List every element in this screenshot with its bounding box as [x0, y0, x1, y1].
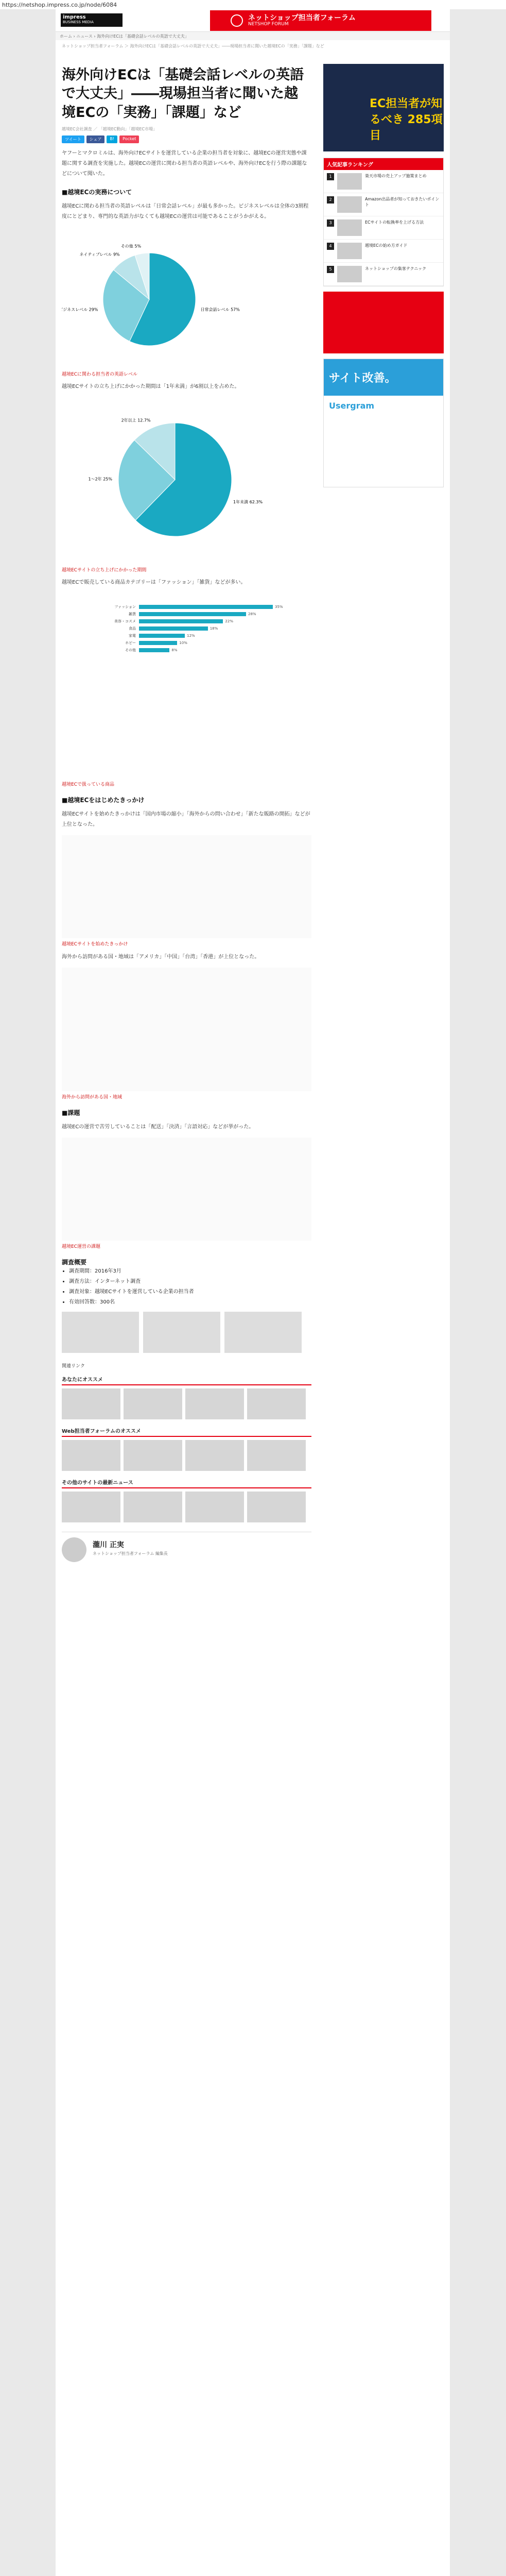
chart-caption: 越境ECサイトを始めたきっかけ: [62, 942, 128, 947]
bar-label: 雑貨: [129, 612, 136, 617]
recommend-thumb: [185, 1388, 244, 1419]
recommend-item[interactable]: [62, 1492, 120, 1523]
ad2-title: サイト改善。: [324, 359, 443, 396]
recommend-item[interactable]: [124, 1492, 182, 1523]
rank-label: ネットショップの集客テクニック: [365, 266, 427, 271]
article-main: [62, 61, 311, 1594]
nav-bar[interactable]: ホーム › ニュース › 海外向けECは「基礎会話レベルの英語で大丈夫」: [56, 32, 450, 40]
tweet-button[interactable]: ツイート: [62, 135, 84, 143]
list-item: • 調査対象：越境ECサイトを運営している企業の担当者: [69, 1287, 311, 1297]
recommend-block: [62, 1375, 311, 1420]
breadcrumb[interactable]: ネットショップ担当者フォーラム ＞ 海外向けECは「基礎会話レベルの英語で大丈夫」――現場担当者に聞いた越境ECの「実務」「課題」など: [62, 44, 324, 48]
author-name[interactable]: 瀧川 正実: [93, 1541, 124, 1550]
related-thumb: [224, 1312, 302, 1353]
recommend-item[interactable]: [247, 1492, 306, 1523]
recommend-thumb: [185, 1440, 244, 1471]
recommend-title: あなたにオススメ: [62, 1375, 311, 1385]
chart-figure: [62, 1138, 311, 1241]
recommend-thumb: [247, 1440, 306, 1471]
page: [56, 9, 450, 2576]
web-recommend-grid: [62, 1440, 311, 1472]
bar-value: 35%: [275, 605, 283, 609]
list-item: • 調査期間：2016年3月: [69, 1266, 311, 1277]
sidebar-ad-usergram[interactable]: [323, 359, 444, 487]
recommend-thumb: [62, 1440, 120, 1471]
ad2-brand: Usergram: [329, 401, 375, 411]
banner-sub: NETSHOP FORUM: [248, 22, 289, 27]
recommend-item[interactable]: [124, 1388, 182, 1420]
site-header: [56, 9, 450, 32]
share-buttons: [62, 135, 311, 143]
recommend-thumb: [247, 1388, 306, 1419]
ranking-item[interactable]: [324, 193, 443, 216]
recommend-thumb: [247, 1492, 306, 1522]
facebook-share-button[interactable]: シェア: [86, 135, 105, 143]
bar: [139, 641, 177, 645]
bar-row: [62, 611, 311, 618]
bar-chart-3: [62, 593, 311, 778]
bar-label: ホビー: [125, 641, 136, 646]
list-item: • 有効回答数：300名: [69, 1297, 311, 1308]
related-articles: [62, 1312, 311, 1355]
chart-caption: 越境ECに関わる担当者の英語レベル: [62, 372, 137, 378]
recommend-item[interactable]: [185, 1388, 244, 1420]
bar-value: 28%: [248, 612, 256, 617]
ad-title: EC担当者が知るべき 285項目: [370, 97, 443, 142]
bar-label: 美容・コスメ: [114, 619, 136, 624]
related-thumb: [143, 1312, 220, 1353]
bar-row: [62, 647, 311, 654]
bar: [139, 619, 223, 623]
slice-label: 2年以上 12.7%: [121, 418, 151, 423]
logo-title: impress: [63, 14, 86, 20]
recommend-grid: [62, 1388, 311, 1420]
chart-figure: [62, 227, 311, 377]
sidebar: [323, 59, 444, 487]
bar: [139, 626, 208, 631]
rank-label: 越境ECの始め方ガイド: [365, 243, 408, 248]
sidebar-ad-book[interactable]: [323, 64, 444, 151]
slice-label: 1〜2年 25%: [88, 477, 113, 482]
bar: [139, 634, 185, 638]
web-recommend-block: [62, 1427, 311, 1472]
rank-number: 2: [327, 196, 334, 204]
recommend-thumb: [185, 1492, 244, 1522]
recommend-item[interactable]: [247, 1388, 306, 1420]
other-news-grid: [62, 1492, 311, 1523]
paragraph: 越境ECサイトの立ち上げにかかった期間は「1年未満」が6割以上を占めた。: [62, 384, 240, 390]
ranking-title: 人気記事ランキング: [324, 158, 443, 170]
ranking-item[interactable]: [324, 263, 443, 286]
bar-value: 12%: [187, 634, 195, 638]
bar-label: 家電: [129, 634, 136, 638]
bar-row: [62, 632, 311, 639]
bar: [139, 605, 273, 609]
recommend-thumb: [124, 1388, 182, 1419]
slice-label: 1年未満 62.3%: [233, 500, 263, 505]
chart-figure: [62, 397, 311, 572]
pie-chart-1: [62, 227, 311, 366]
rank-thumb: [337, 173, 362, 190]
recommend-item[interactable]: [185, 1440, 244, 1472]
section-title: ■越境ECの実務について: [62, 189, 132, 196]
tags-title: 関連リンク: [62, 1364, 85, 1369]
rank-number: 1: [327, 173, 334, 180]
bar-label: その他: [125, 648, 136, 653]
web-recommend-title: Web担当者フォーラムのオススメ: [62, 1427, 311, 1437]
avatar: [62, 1537, 86, 1562]
list-item: • 調査方法：インターネット調査: [69, 1277, 311, 1287]
recommend-thumb: [62, 1492, 120, 1522]
related-item[interactable]: [143, 1312, 220, 1355]
site-logo[interactable]: [61, 13, 123, 27]
rank-thumb: [337, 266, 362, 282]
recommend-thumb: [124, 1440, 182, 1471]
recommend-item[interactable]: [124, 1440, 182, 1472]
bar-value: 22%: [225, 619, 233, 624]
sidebar-ad-red[interactable]: [323, 292, 444, 353]
rank-thumb: [337, 243, 362, 259]
survey-list: [62, 1266, 311, 1308]
bar: [139, 648, 169, 652]
other-news-block: [62, 1478, 311, 1523]
ranking-card: [323, 158, 444, 286]
lead-paragraph: ヤフーとマクロミルは、海外向けECサイトを運営している企業の担当者を対象に、越境ECの運営実態や課題に関する調査を実施した。越境ECの運営に関わる担当者の英語レベルや、海外向けECを行う際の課題などについて聞いた。: [62, 150, 307, 177]
cart-icon: [231, 14, 243, 27]
bar-row: [62, 618, 311, 625]
bar-label: ファッション: [114, 605, 136, 609]
section-title: ■越境ECをはじめたきっかけ: [62, 796, 145, 804]
ranking-item[interactable]: [324, 240, 443, 263]
tags-box: [62, 1362, 311, 1369]
pocket-button[interactable]: Pocket: [119, 135, 139, 143]
header-banner[interactable]: [210, 10, 431, 31]
related-item[interactable]: [224, 1312, 302, 1355]
slice-label: ビジネスレベル 29%: [62, 307, 98, 312]
recommend-thumb: [124, 1492, 182, 1522]
author-box: [62, 1532, 311, 1594]
banner-title: ネットショップ担当者フォーラム: [248, 14, 356, 22]
hatena-button[interactable]: B!: [107, 135, 117, 143]
rank-label: 楽天市場の売上アップ施策まとめ: [365, 174, 427, 178]
article-meta: 越境EC会社調査 ／ 「越境EC動向」「越境EC市場」: [62, 127, 158, 132]
bar-row: [62, 625, 311, 632]
chart-caption: 越境ECで扱っている商品: [62, 782, 114, 788]
rank-number: 3: [327, 219, 334, 227]
pie-chart-2: [62, 397, 311, 562]
rank-number: 5: [327, 266, 334, 273]
section-title: ■課題: [62, 1109, 80, 1117]
bar-row: [62, 603, 311, 611]
related-item[interactable]: [62, 1312, 139, 1355]
rank-number: 4: [327, 243, 334, 250]
chart-figure: [62, 835, 311, 938]
author-role: ネットショップ担当者フォーラム 編集長: [93, 1551, 168, 1556]
related-thumb: [62, 1312, 139, 1353]
recommend-item[interactable]: [185, 1492, 244, 1523]
paragraph: 越境ECサイトを始めたきっかけは「国内市場の縮小」「海外からの問い合わせ」「新たな販路の開拓」などが上位となった。: [62, 811, 310, 828]
bar: [139, 612, 246, 616]
recommend-thumb: [62, 1388, 120, 1419]
rank-thumb: [337, 219, 362, 236]
other-news-title: その他のサイトの最新ニュース: [62, 1478, 311, 1488]
rank-label: Amazon出品者が知っておきたいポイント: [365, 197, 440, 208]
page-title: 海外向けECは「基礎会話レベルの英語で大丈夫」――現場担当者に聞いた越境ECの「実務」「課題」など: [62, 67, 304, 121]
paragraph: 越境ECで販売している商品カテゴリーは「ファッション」「雑貨」などが多い。: [62, 580, 246, 586]
ranking-item[interactable]: [324, 216, 443, 240]
recommend-item[interactable]: [62, 1440, 120, 1472]
bar-value: 10%: [179, 641, 187, 646]
ranking-item[interactable]: [324, 170, 443, 193]
url-bar: https://netshop.impress.co.jp/node/6084: [0, 0, 506, 9]
paragraph: 越境ECの運営で苦労していることは「配送」「決済」「言語対応」などが挙がった。: [62, 1124, 254, 1130]
paragraph: 越境ECに関わる担当者の英語レベルは「日常会話レベル」が最も多かった。ビジネスレベルは全体の3割程度にとどまり、専門的な英語力がなくても越境ECの運営は可能であることがうかがえる。: [62, 204, 309, 220]
bar-label: 食品: [129, 626, 136, 631]
slice-label: 日常会話レベル 57%: [200, 307, 240, 312]
rank-thumb: [337, 196, 362, 213]
section-title: 調査概要: [62, 1259, 87, 1266]
chart-caption: 越境ECサイトの立ち上げにかかった期間: [62, 568, 147, 573]
bar-value: 8%: [171, 648, 178, 653]
slice-label: ネイティブレベル 9%: [79, 252, 120, 257]
bar-value: 18%: [210, 626, 218, 631]
logo-sub: BUSINESS MEDIA: [63, 20, 94, 24]
rank-label: ECサイトの転換率を上げる方法: [365, 220, 424, 225]
slice-label: その他 5%: [120, 244, 142, 249]
chart-caption: 越境EC運営の課題: [62, 1244, 100, 1250]
recommend-item[interactable]: [247, 1440, 306, 1472]
paragraph: 海外から訪問がある国・地域は「アメリカ」「中国」「台湾」「香港」が上位となった。: [62, 954, 260, 960]
recommend-item[interactable]: [62, 1388, 120, 1420]
bar-row: [62, 639, 311, 647]
chart-caption: 海外から訪問がある国・地域: [62, 1095, 123, 1100]
chart-figure: [62, 968, 311, 1091]
